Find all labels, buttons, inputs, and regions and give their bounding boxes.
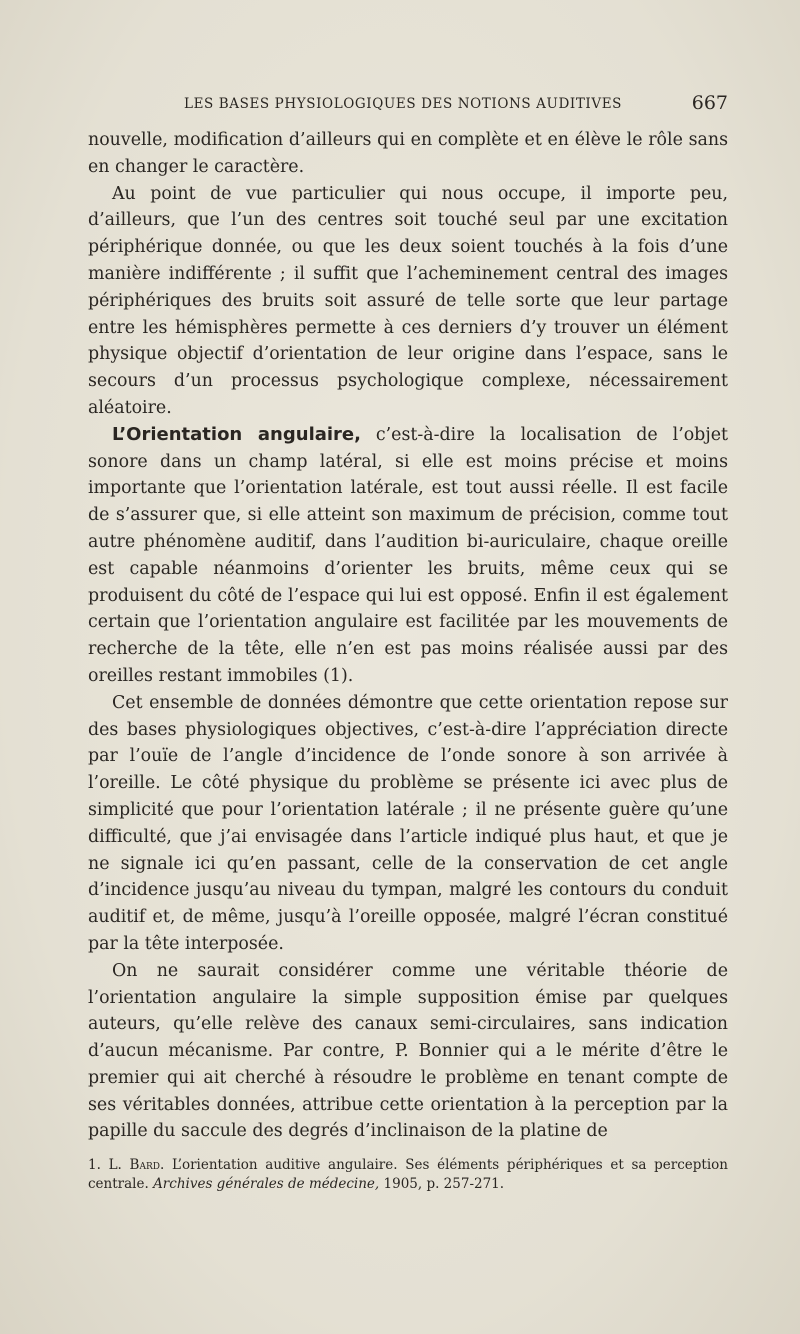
footnote-reference: 1905, p. 257-271. [379,1176,505,1192]
footnote-author: Bard [129,1157,160,1173]
paragraph-4: Cet ensemble de données démontre que cette orientation repose sur des bases physiologiques objectives, c’est-à-dire l’appréciation directe par l’ouïe de l’angle d’incidence de l’onde sonore à son arrivée à l’oreille. Le côté physique du problème se présente ici avec plus de simplicité que pour l’orientation latérale ; il ne présente guère qu’une difficulté, que j’ai envisagée dans l’article indiqué plus haut, et que je ne signale ici qu’en passant, celle de la conservation de cet angle d’incidence jusqu’au niveau du tympan, malgré les contours du conduit auditif et, de même, jusqu’à l’oreille opposée, malgré l’écran constitué par la tête interposée. [88,692,728,954]
paragraph-5: On ne saurait considérer comme une véritable théorie de l’orientation angulaire la simple supposition émise par quelques auteurs, qu’elle relève des canaux semi-circulaires, sans indication d’aucun mécanisme. Par contre, P. Bonnier qui a le mérite d’être le premier qui ait cherché à résoudre le problème en tenant compte de ses véritables données, attribue cette orientation à la perception par la papille du saccule des degrés d’inclinaison de la platine de [88,960,728,1142]
footnote-marker: 1. L. [88,1157,122,1173]
body-text [88,127,728,1145]
section-run-in-heading: L’Orientation angulaire, [112,423,361,445]
paragraph-2: Au point de vue particulier qui nous occupe, il importe peu, d’ailleurs, que l’un des centres soit touché seul par une excitation périphérique donnée, ou que les deux soient touchés à la fois d’une manière indifférente ; il suffit que l’acheminement central des images périphériques des bruits soit assuré de telle sorte que leur partage entre les hémisphères permette à ces derniers d’y trouver un élément physique objectif d’orientation de leur origine dans l’espace, sans le secours d’un processus psychologique complexe, nécessairement aléatoire. [88,183,728,418]
paragraph-3-text: c’est-à-dire la localisation de l’objet sonore dans un champ latéral, si elle est moins précise et moins importante que l’orientation latérale, est tout aussi réelle. Il est facile de s’assurer que, si elle atteint son maximum de précision, comme tout autre phénomène auditif, dans l’audition bi-auriculaire, chaque oreille est capable néanmoins d’orienter les bruits, même ceux qui se produisent du côté de l’espace qui lui est opposé. Enfin il est également certain que l’orientation angulaire est facilitée par les mouvements de recherche de la tête, elle n’en est pas moins réalisée aussi par des oreilles restant immobiles (1). [88,424,728,686]
running-head-title: LES BASES PHYSIOLOGIQUES DES NOTIONS AUDITIVES [184,96,623,112]
paragraph-1: nouvelle, modification d’ailleurs qui en complète et en élève le rôle sans en changer le caractère. [88,130,728,177]
paragraph-3 [88,422,728,690]
running-head [88,92,728,120]
page-number: 667 [691,92,728,114]
footnote-text: . L’orientation auditive angulaire. Ses éléments périphériques et sa perception centrale. [88,1157,728,1192]
footnote [88,1156,728,1194]
footnote-journal: Archives générales de médecine, [153,1176,380,1192]
